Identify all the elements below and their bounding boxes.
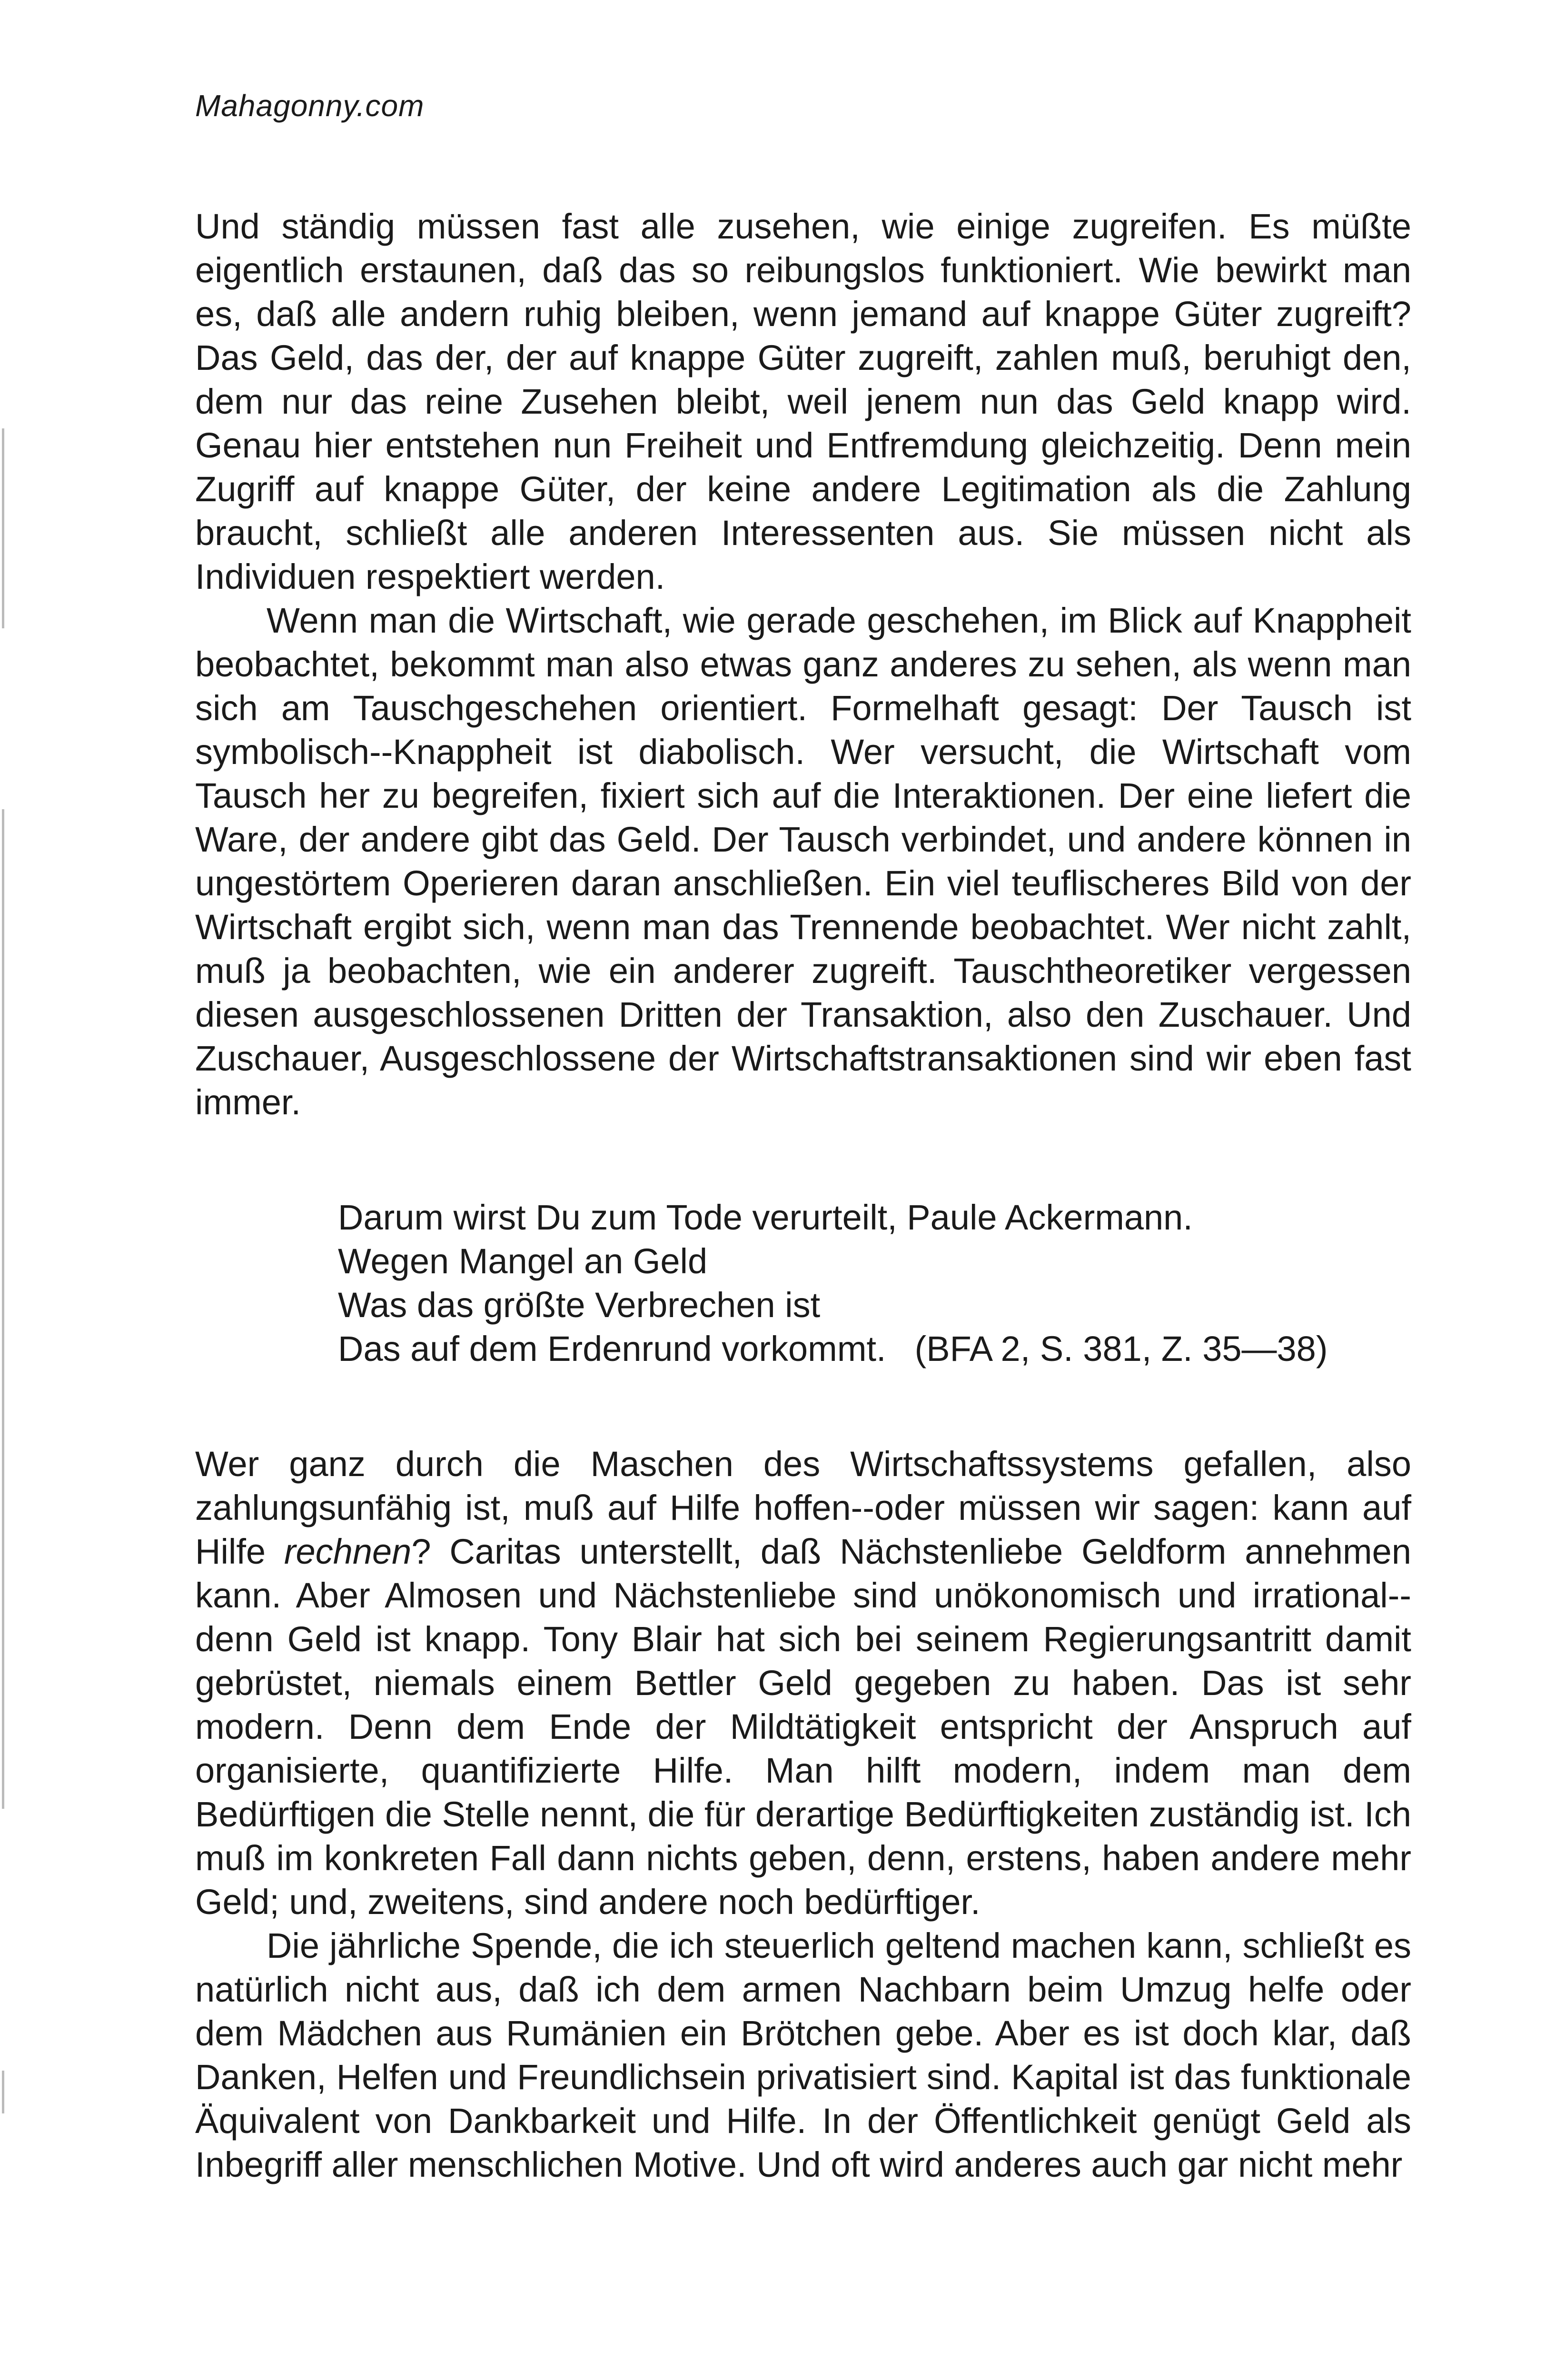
quote-line: Was das größte Verbrechen ist: [338, 1285, 821, 1325]
running-head: Mahagonny.com: [195, 89, 425, 123]
scan-edge-mark: [2, 809, 4, 1809]
paragraph-3-start: Wer ganz durch die Maschen des Wirtschaftssystems gefallen, also zahlungsunfähig ist, muß auf Hilfe hoffen--oder müssen wir sagen: kann auf Hilfe: [195, 1444, 1411, 1571]
emphasis-rechnen: rechnen: [284, 1532, 412, 1571]
quote-line-text: Das auf dem Erdenrund vorkommt.: [338, 1329, 886, 1368]
paragraph-2: Wenn man die Wirtschaft, wie gerade geschehen, im Blick auf Knappheit beobachtet, bekommt man also etwas ganz anderes zu sehen, als wenn man sich am Tauschgeschehen orientiert. Formelhaft gesagt: Der Tausch ist symbolisch--Knappheit ist diabolisch. Wer versucht, die Wirtschaft vom Tausch her zu begreifen, fixiert sich auf die Interaktionen. Der eine liefert die Ware, der andere gibt das Geld. Der Tausch verbindet, und andere können in ungestörtem Operieren daran anschließen. Ein viel teuflischeres Bild von der Wirtschaft ergibt sich, wenn man das Trennende beobachtet. Wer nicht zahlt, muß ja beobachten, wie ein anderer zugreift. Tauschtheoretiker vergessen diesen ausgeschlossenen Dritten der Transaktion, also den Zuschauer. Und Zuschauer, Ausgeschlossene der Wirtschaftstransaktionen sind wir eben fast immer.: [195, 601, 1411, 1122]
scan-edge-mark: [2, 2071, 4, 2113]
body-text: [195, 205, 1411, 2187]
paragraph-1: Und ständig müssen fast alle zusehen, wie einige zugreifen. Es müßte eigentlich erstaunen, daß das so reibungslos funktioniert. Wie bewirkt man es, daß alle andern ruhig bleiben, wenn jemand auf knappe Güter zugreift? Das Geld, das der, der auf knappe Güter zugreift, zahlen muß, beruhigt den, dem nur das reine Zusehen bleibt, weil jenem nun das Geld knapp wird. Genau hier entstehen nun Freiheit und Entfremdung gleichzeitig. Denn mein Zugriff auf knappe Güter, der keine andere Legitimation als die Zahlung braucht, schließt alle anderen Interessenten aus. Sie müssen nicht als Individuen respektiert werden.: [195, 207, 1411, 596]
paragraph-3-rest: ? Caritas unterstellt, daß Nächstenliebe Geldform annehmen kann. Aber Almosen und Nächstenliebe sind unökonomisch und irrational--denn Geld ist knapp. Tony Blair hat sich bei seinem Regierungsantritt damit gebrüstet, niemals einem Bettler Geld gegeben zu haben. Das ist sehr modern. Denn dem Ende der Mildtätigkeit entspricht der Anspruch auf organisierte, quantifizierte Hilfe. Man hilft modern, indem man dem Bedürftigen die Stelle nennt, die für derartige Bedürftigkeiten zuständig ist. Ich muß im konkreten Fall dann nichts geben, denn, erstens, haben andere mehr Geld; und, zweitens, sind andere noch bedürftiger.: [195, 1532, 1411, 1922]
paragraph-3: [195, 1442, 1411, 1924]
scan-edge-mark: [2, 428, 4, 628]
verse-quotation: [338, 1196, 1411, 1371]
paragraph-4: Die jährliche Spende, die ich steuerlich geltend machen kann, schließt es natürlich nicht aus, daß ich dem armen Nachbarn beim Umzug helfe oder dem Mädchen aus Rumänien ein Brötchen gebe. Aber es ist doch klar, daß Danken, Helfen und Freundlichsein privatisiert sind. Kapital ist das funktionale Äquivalent von Dankbarkeit und Hilfe. In der Öffentlichkeit genügt Geld als Inbegriff aller menschlichen Motive. Und oft wird anderes auch gar nicht mehr: [195, 1926, 1411, 2184]
quote-line-last: [338, 1327, 1411, 1371]
quote-line: Darum wirst Du zum Tode verurteilt, Paule Ackermann.: [338, 1198, 1193, 1237]
quote-line: Wegen Mangel an Geld: [338, 1241, 708, 1281]
citation: (BFA 2, S. 381, Z. 35—38): [914, 1329, 1328, 1368]
